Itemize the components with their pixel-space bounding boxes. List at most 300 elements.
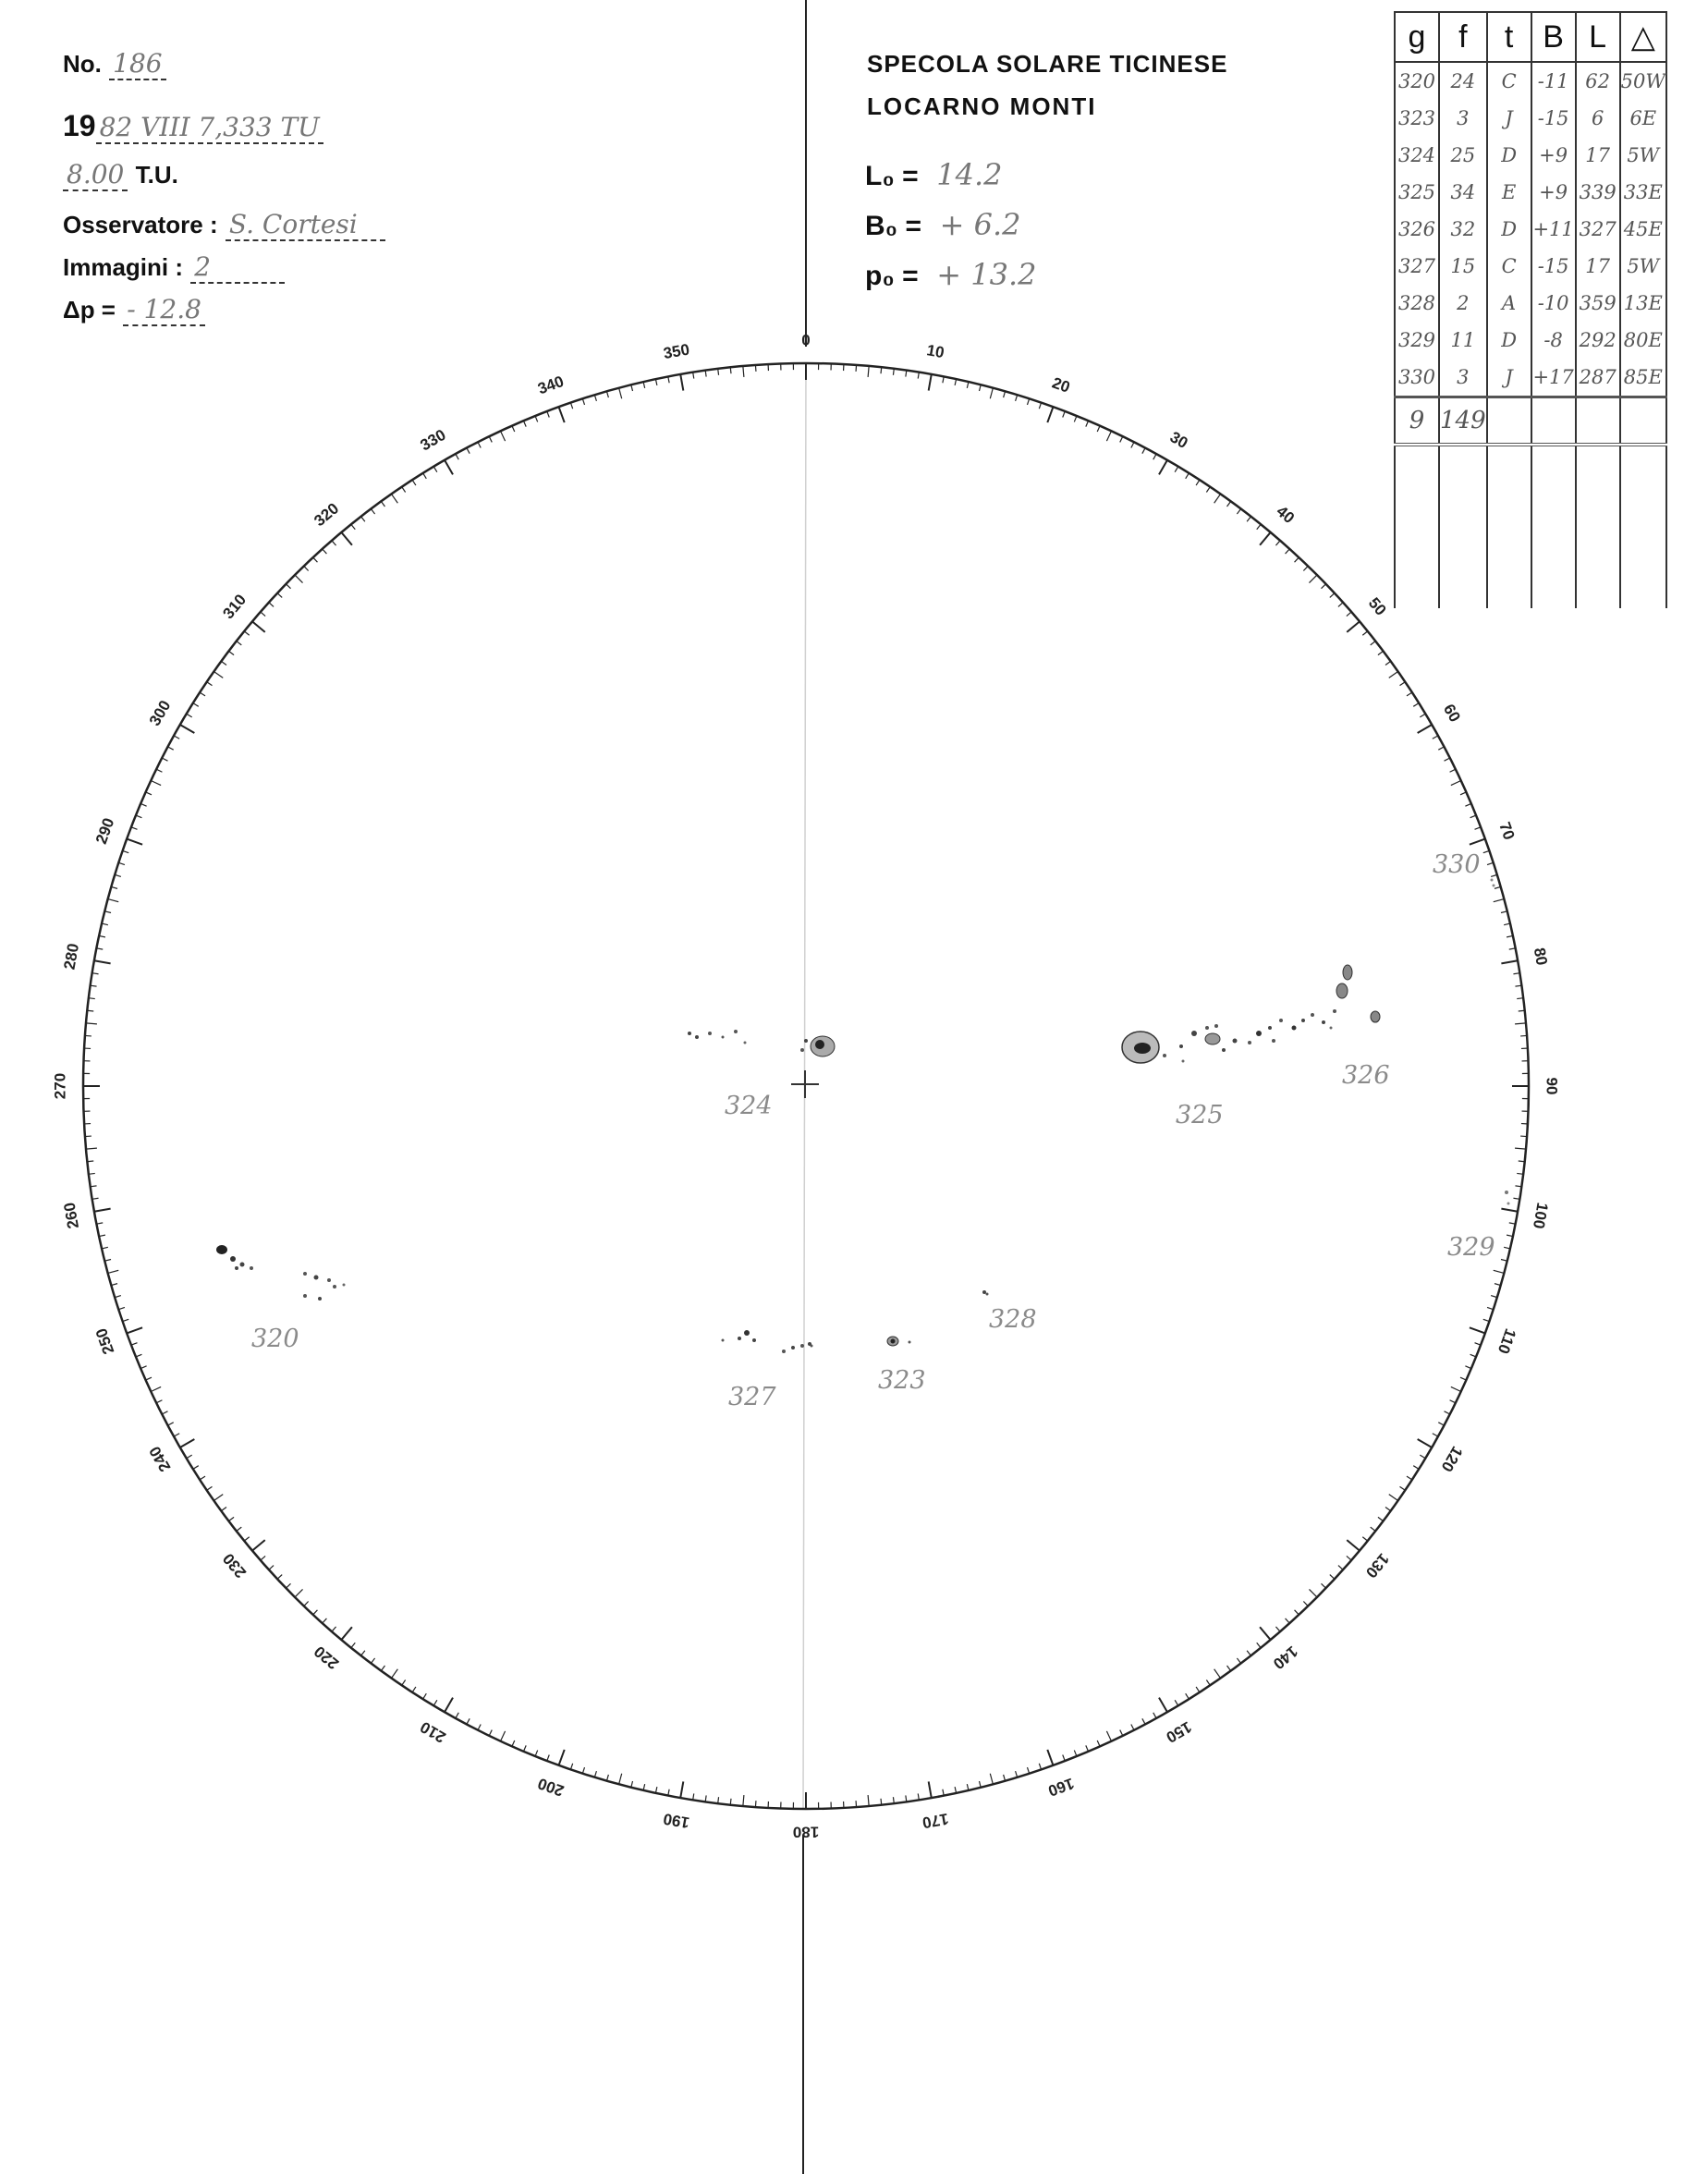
scale-tick bbox=[512, 426, 515, 432]
scale-tick bbox=[489, 1730, 492, 1736]
cell-spots: 3 bbox=[1439, 100, 1487, 137]
scale-tick bbox=[979, 385, 981, 391]
scale-tick bbox=[261, 612, 265, 617]
cell-type: D bbox=[1487, 211, 1531, 248]
disk-center-cross bbox=[791, 1070, 819, 1098]
scale-tick bbox=[1063, 411, 1066, 418]
scale-tick bbox=[489, 436, 492, 442]
scale-tick bbox=[200, 1476, 205, 1480]
scale-tick bbox=[102, 1247, 108, 1249]
scale-tick bbox=[286, 1583, 290, 1588]
sunspot-group-323 bbox=[887, 1337, 911, 1346]
group-label-325: 325 bbox=[1176, 1101, 1224, 1130]
scale-label: 160 bbox=[1045, 1774, 1077, 1801]
scale-tick bbox=[214, 671, 223, 678]
scale-tick bbox=[1400, 1486, 1406, 1490]
cell-group: 320 bbox=[1395, 62, 1439, 100]
scale-tick bbox=[361, 1651, 365, 1656]
cell-spots: 24 bbox=[1439, 62, 1487, 100]
scale-tick bbox=[1413, 1466, 1419, 1470]
scale-tick bbox=[955, 379, 956, 385]
scale-tick bbox=[1389, 1495, 1398, 1501]
scale-tick bbox=[1347, 1556, 1351, 1560]
col-header-type: t bbox=[1487, 12, 1531, 62]
scale-tick bbox=[1487, 1307, 1494, 1309]
scale-tick bbox=[1413, 703, 1419, 707]
cell-latitude: -10 bbox=[1531, 285, 1576, 322]
scale-tick bbox=[559, 407, 565, 422]
scale-tick bbox=[1470, 1354, 1476, 1357]
scale-tick bbox=[136, 1354, 141, 1357]
scale-tick bbox=[1295, 1610, 1299, 1615]
cell-longitude: 287 bbox=[1576, 359, 1620, 397]
scale-tick bbox=[1378, 1517, 1384, 1521]
scale-tick bbox=[332, 541, 336, 545]
scale-tick bbox=[341, 1627, 352, 1640]
scale-tick bbox=[1039, 1764, 1041, 1770]
scale-label: 270 bbox=[51, 1072, 69, 1100]
scale-tick bbox=[1515, 1023, 1526, 1024]
scale-tick bbox=[1460, 792, 1466, 795]
scale-tick bbox=[467, 1718, 470, 1724]
scale-tick bbox=[547, 1755, 550, 1762]
scale-tick bbox=[102, 923, 108, 925]
scale-tick bbox=[295, 575, 302, 582]
time-value: 8.00 bbox=[63, 159, 128, 191]
scale-tick bbox=[559, 1750, 565, 1765]
scale-tick bbox=[391, 494, 397, 503]
scale-tick bbox=[252, 1540, 265, 1551]
scale-tick bbox=[881, 1799, 882, 1805]
scale-tick bbox=[456, 1713, 458, 1718]
scale-tick bbox=[1257, 1643, 1261, 1647]
scale-tick bbox=[381, 501, 384, 507]
scale-tick bbox=[168, 1423, 174, 1425]
scale-tick bbox=[151, 781, 161, 786]
scale-tick bbox=[115, 1296, 121, 1298]
scale-tick bbox=[1483, 1319, 1490, 1321]
cell-delta: 33E bbox=[1620, 174, 1666, 211]
cell-spots: 2 bbox=[1439, 285, 1487, 322]
sunspot-group-325 bbox=[1122, 1024, 1238, 1063]
cell-latitude: +17 bbox=[1531, 359, 1576, 397]
scale-tick bbox=[1400, 682, 1406, 686]
scale-tick bbox=[1214, 494, 1221, 503]
scale-tick bbox=[1475, 827, 1482, 830]
scale-tick bbox=[115, 874, 121, 876]
scale-tick bbox=[1142, 1718, 1145, 1724]
scale-tick bbox=[631, 385, 633, 391]
scale-tick bbox=[269, 603, 274, 607]
observatory-name: SPECOLA SOLARE TICINESE bbox=[867, 50, 1228, 78]
scale-tick bbox=[445, 1698, 453, 1713]
scale-tick bbox=[261, 1556, 265, 1560]
scale-tick bbox=[523, 421, 526, 426]
scale-tick bbox=[118, 1307, 125, 1309]
scale-tick bbox=[1371, 641, 1376, 645]
scale-tick bbox=[1519, 1010, 1525, 1011]
scale-tick bbox=[412, 1687, 416, 1692]
scale-tick bbox=[1016, 395, 1018, 401]
scale-tick bbox=[304, 1601, 309, 1606]
scale-tick bbox=[1347, 1540, 1360, 1551]
images-label: Immagini : bbox=[63, 253, 184, 281]
scale-tick bbox=[323, 549, 327, 554]
cell-latitude: +9 bbox=[1531, 174, 1576, 211]
cell-group: 326 bbox=[1395, 211, 1439, 248]
scale-tick bbox=[456, 454, 458, 459]
scale-tick bbox=[146, 792, 152, 795]
B0-value: + 6.2 bbox=[939, 207, 1021, 242]
scale-tick bbox=[187, 714, 192, 717]
scale-label: 350 bbox=[662, 340, 691, 363]
scale-tick bbox=[371, 1658, 374, 1664]
scale-tick bbox=[1347, 621, 1360, 632]
scale-tick bbox=[1047, 1750, 1053, 1765]
scale-label: 210 bbox=[417, 1717, 449, 1747]
scale-tick bbox=[174, 1434, 179, 1436]
scale-tick bbox=[1097, 426, 1100, 432]
scale-tick bbox=[680, 374, 683, 391]
scale-tick bbox=[582, 1767, 584, 1774]
scale-tick bbox=[361, 517, 365, 522]
scale-tick bbox=[967, 382, 969, 388]
scale-tick bbox=[743, 366, 744, 377]
scale-tick bbox=[244, 631, 249, 635]
sunspot-group-320 bbox=[216, 1245, 346, 1301]
scale-tick bbox=[433, 467, 437, 472]
scale-tick bbox=[1418, 1439, 1433, 1447]
sunspot-group-324 bbox=[688, 1030, 835, 1056]
scale-label: 50 bbox=[1364, 593, 1390, 619]
cell-latitude: -15 bbox=[1531, 248, 1576, 285]
scale-tick bbox=[1438, 747, 1444, 750]
scale-tick bbox=[252, 621, 265, 632]
scale-label: 170 bbox=[921, 1809, 950, 1832]
scale-tick bbox=[295, 1589, 302, 1596]
scale-tick bbox=[104, 911, 111, 913]
total-spots: 149 bbox=[1439, 397, 1487, 446]
scale-tick bbox=[582, 398, 584, 405]
scale-tick bbox=[228, 1517, 234, 1521]
scale-tick bbox=[1303, 1601, 1308, 1606]
sunspot-group-328 bbox=[982, 1290, 989, 1296]
scale-tick bbox=[123, 850, 129, 852]
scale-label: 20 bbox=[1049, 373, 1073, 397]
scale-tick bbox=[990, 388, 993, 399]
scale-tick bbox=[929, 374, 932, 391]
scale-tick bbox=[478, 442, 481, 447]
scale-tick bbox=[174, 736, 179, 739]
scale-tick bbox=[1420, 714, 1425, 717]
scale-tick bbox=[1257, 524, 1261, 529]
scale-label: 290 bbox=[92, 815, 118, 847]
scale-tick bbox=[89, 998, 95, 999]
scale-tick bbox=[244, 1537, 249, 1541]
scale-tick bbox=[1016, 1771, 1018, 1777]
scale-tick bbox=[1385, 661, 1391, 665]
scale-tick bbox=[1186, 1693, 1190, 1699]
scale-tick bbox=[1153, 454, 1156, 459]
scale-tick bbox=[168, 747, 174, 750]
record-number-label: No. bbox=[63, 50, 102, 78]
cell-longitude: 62 bbox=[1576, 62, 1620, 100]
scale-tick bbox=[1309, 1589, 1316, 1596]
scale-tick bbox=[1309, 575, 1316, 582]
scale-label: 10 bbox=[925, 341, 946, 362]
scale-tick bbox=[1275, 1627, 1280, 1631]
scale-tick bbox=[1450, 769, 1456, 772]
scale-tick bbox=[193, 1466, 199, 1470]
L0-label: L₀ = bbox=[865, 161, 919, 191]
scale-tick bbox=[594, 1771, 596, 1777]
scale-label: 130 bbox=[1361, 1549, 1393, 1582]
observer-value: S. Cortesi bbox=[226, 209, 385, 241]
scale-tick bbox=[1247, 517, 1250, 522]
scale-tick bbox=[718, 369, 719, 375]
scale-tick bbox=[1389, 671, 1398, 678]
scale-tick bbox=[99, 935, 105, 936]
cell-delta: 5W bbox=[1620, 248, 1666, 285]
scale-tick bbox=[547, 411, 550, 418]
scale-tick bbox=[228, 651, 234, 654]
scale-label: 110 bbox=[1494, 1325, 1519, 1357]
cell-delta: 6E bbox=[1620, 100, 1666, 137]
scale-tick bbox=[1517, 1173, 1523, 1174]
scale-label: 340 bbox=[535, 372, 567, 398]
scale-tick bbox=[108, 899, 119, 902]
scale-tick bbox=[86, 1023, 97, 1024]
scale-label: 90 bbox=[1543, 1077, 1561, 1095]
cell-spots: 32 bbox=[1439, 211, 1487, 248]
scale-label: 30 bbox=[1166, 428, 1191, 453]
scale-tick bbox=[86, 1148, 97, 1149]
cell-group: 330 bbox=[1395, 359, 1439, 397]
cell-type: E bbox=[1487, 174, 1531, 211]
dp-label: Δp = bbox=[63, 296, 116, 324]
scale-tick bbox=[1196, 480, 1200, 485]
scale-tick bbox=[1131, 1725, 1134, 1730]
scale-tick bbox=[1131, 442, 1134, 447]
scale-tick bbox=[221, 1508, 226, 1511]
cell-spots: 25 bbox=[1439, 137, 1487, 174]
scale-tick bbox=[381, 1666, 384, 1671]
scale-tick bbox=[1407, 692, 1412, 696]
cell-longitude: 6 bbox=[1576, 100, 1620, 137]
scale-tick bbox=[1063, 1755, 1066, 1762]
scale-tick bbox=[1086, 421, 1089, 426]
scale-tick bbox=[1501, 1259, 1507, 1261]
sunspot-group-327 bbox=[722, 1330, 813, 1353]
scale-tick bbox=[1494, 899, 1505, 902]
scale-tick bbox=[1227, 501, 1231, 507]
cell-group: 327 bbox=[1395, 248, 1439, 285]
scale-label: 80 bbox=[1530, 946, 1551, 967]
scale-tick bbox=[89, 1173, 95, 1174]
scale-label: 150 bbox=[1163, 1717, 1195, 1747]
scale-tick bbox=[1338, 603, 1343, 607]
scale-label: 140 bbox=[1269, 1642, 1301, 1673]
cell-latitude: +11 bbox=[1531, 211, 1576, 248]
scale-tick bbox=[127, 1327, 142, 1333]
year-prefix: 19 bbox=[63, 109, 96, 142]
scale-tick bbox=[1470, 1327, 1485, 1333]
scale-tick bbox=[1260, 1627, 1271, 1640]
scale-label: 40 bbox=[1273, 502, 1299, 528]
scale-tick bbox=[423, 473, 427, 479]
group-label-323: 323 bbox=[878, 1366, 926, 1395]
scale-label: 250 bbox=[92, 1325, 118, 1357]
scale-tick bbox=[1330, 593, 1335, 598]
cell-spots: 3 bbox=[1439, 359, 1487, 397]
scale-tick bbox=[1504, 1247, 1510, 1249]
scale-tick bbox=[323, 1618, 327, 1623]
col-header-spots: f bbox=[1439, 12, 1487, 62]
scale-label: 260 bbox=[60, 1201, 83, 1230]
scale-tick bbox=[1142, 448, 1145, 454]
scale-label: 220 bbox=[311, 1642, 343, 1673]
scale-tick bbox=[1247, 1651, 1250, 1656]
images-value: 2 bbox=[190, 251, 285, 284]
scale-tick bbox=[1074, 416, 1077, 421]
scale-tick bbox=[1378, 651, 1384, 654]
scale-tick bbox=[1433, 1434, 1438, 1436]
scale-tick bbox=[332, 1627, 336, 1631]
scale-tick bbox=[1501, 960, 1518, 963]
scale-tick bbox=[1275, 541, 1280, 545]
scale-tick bbox=[87, 1010, 93, 1011]
scale-tick bbox=[402, 1680, 406, 1686]
scale-tick bbox=[730, 1799, 731, 1805]
scale-tick bbox=[619, 1774, 622, 1785]
scale-tick bbox=[1501, 1209, 1518, 1212]
scale-label: 60 bbox=[1439, 701, 1464, 726]
scale-tick bbox=[1206, 1680, 1210, 1686]
scale-tick bbox=[1517, 998, 1523, 999]
scale-tick bbox=[1027, 1767, 1029, 1774]
scale-tick bbox=[1362, 631, 1367, 635]
cell-spots: 15 bbox=[1439, 248, 1487, 285]
scale-label: 240 bbox=[145, 1443, 175, 1475]
cell-latitude: -11 bbox=[1531, 62, 1576, 100]
scale-tick bbox=[277, 1575, 282, 1580]
scale-tick bbox=[1451, 1386, 1461, 1391]
cell-type: J bbox=[1487, 359, 1531, 397]
scale-tick bbox=[955, 1787, 956, 1793]
scale-tick bbox=[108, 1270, 119, 1273]
scale-tick bbox=[1330, 1575, 1335, 1580]
scale-tick bbox=[619, 388, 622, 399]
scale-label: 330 bbox=[417, 425, 449, 455]
scale-tick bbox=[1321, 1583, 1325, 1588]
scale-tick bbox=[237, 641, 242, 645]
scale-tick bbox=[655, 379, 656, 385]
scale-tick bbox=[1086, 1745, 1089, 1751]
scale-tick bbox=[1385, 1508, 1391, 1511]
scale-tick bbox=[193, 703, 199, 707]
scale-tick bbox=[1260, 532, 1271, 545]
scale-tick bbox=[187, 1455, 192, 1459]
scale-label: 0 bbox=[801, 331, 811, 349]
scale-tick bbox=[1475, 1343, 1482, 1346]
scale-tick bbox=[445, 460, 453, 475]
cell-type: C bbox=[1487, 62, 1531, 100]
scale-tick bbox=[868, 366, 869, 377]
scale-tick bbox=[1321, 584, 1325, 589]
cell-delta: 85E bbox=[1620, 359, 1666, 397]
date-value: 82 VIII 7,333 TU bbox=[96, 112, 323, 144]
scale-tick bbox=[1483, 850, 1490, 852]
cell-latitude: -8 bbox=[1531, 322, 1576, 359]
scale-tick bbox=[1418, 725, 1433, 733]
scale-tick bbox=[535, 416, 538, 421]
scale-tick bbox=[200, 692, 205, 696]
col-header-delta: △ bbox=[1620, 12, 1666, 62]
scale-tick bbox=[1153, 1713, 1156, 1718]
group-label-330: 330 bbox=[1433, 850, 1481, 879]
scale-tick bbox=[1507, 935, 1513, 936]
scale-tick bbox=[1039, 403, 1041, 409]
scale-tick bbox=[1491, 1296, 1497, 1298]
scale-tick bbox=[140, 803, 146, 806]
group-label-326: 326 bbox=[1342, 1061, 1390, 1090]
cell-group: 329 bbox=[1395, 322, 1439, 359]
scale-tick bbox=[570, 1764, 572, 1770]
L0-value: 14.2 bbox=[936, 157, 1003, 192]
scale-tick bbox=[351, 1643, 355, 1647]
scale-label: 200 bbox=[535, 1774, 567, 1801]
scale-tick bbox=[412, 480, 416, 485]
scale-tick bbox=[313, 557, 318, 562]
scale-tick bbox=[207, 682, 213, 686]
scale-tick bbox=[131, 827, 138, 830]
scale-tick bbox=[1501, 911, 1507, 913]
cell-longitude: 17 bbox=[1576, 137, 1620, 174]
scale-tick bbox=[1433, 736, 1438, 739]
scale-tick bbox=[146, 1377, 152, 1380]
scale-tick bbox=[1465, 803, 1470, 806]
scale-tick bbox=[1074, 1751, 1077, 1756]
scale-tick bbox=[990, 1774, 993, 1785]
scale-tick bbox=[1047, 407, 1053, 422]
scale-label: 70 bbox=[1495, 819, 1519, 843]
scale-tick bbox=[433, 1700, 437, 1705]
scale-tick bbox=[1175, 1700, 1178, 1705]
cell-type: J bbox=[1487, 100, 1531, 137]
scale-label: 100 bbox=[1529, 1201, 1552, 1230]
scale-tick bbox=[655, 1787, 656, 1793]
scale-tick bbox=[1186, 473, 1190, 479]
cell-delta: 45E bbox=[1620, 211, 1666, 248]
scale-tick bbox=[718, 1797, 719, 1803]
scale-tick bbox=[277, 593, 282, 598]
scale-tick bbox=[1303, 566, 1308, 570]
col-header-longitude: L bbox=[1576, 12, 1620, 62]
cell-type: D bbox=[1487, 322, 1531, 359]
scale-tick bbox=[1295, 557, 1299, 562]
cell-type: C bbox=[1487, 248, 1531, 285]
record-number-value: 186 bbox=[109, 48, 165, 80]
cell-delta: 50W bbox=[1620, 62, 1666, 100]
scale-tick bbox=[1106, 1731, 1111, 1741]
scale-tick bbox=[1451, 781, 1461, 786]
scale-tick bbox=[423, 1693, 427, 1699]
cell-latitude: -15 bbox=[1531, 100, 1576, 137]
scale-tick bbox=[631, 1781, 633, 1788]
scale-tick bbox=[1237, 508, 1240, 514]
scale-tick bbox=[1515, 1148, 1526, 1149]
scale-tick bbox=[1470, 839, 1485, 845]
